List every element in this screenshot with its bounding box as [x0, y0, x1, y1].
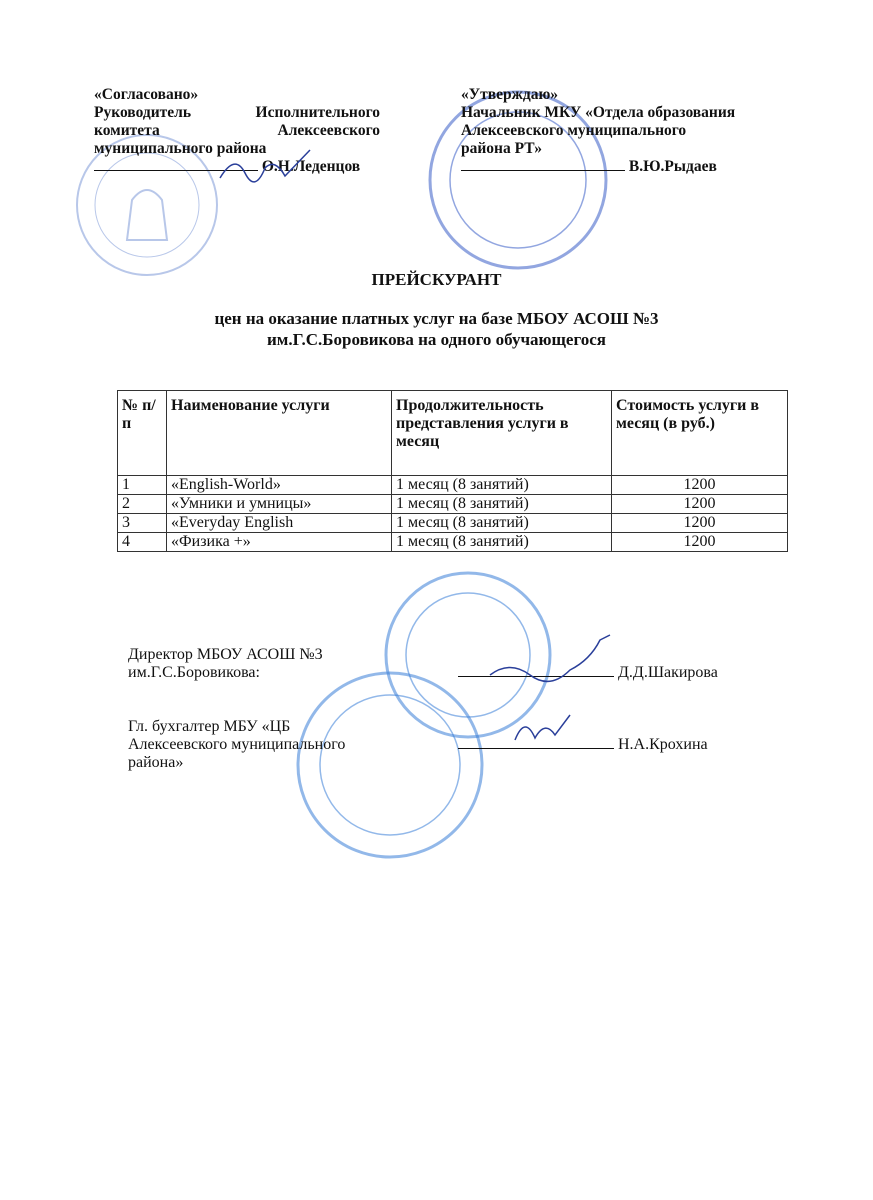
document-title: ПРЕЙСКУРАНТ — [371, 270, 502, 289]
signature-line — [461, 170, 625, 171]
approval-left-signer: О.Н.Леденцов — [261, 158, 361, 175]
document-subtitle-1: цен на оказание платных услуг на базе МБОУ АСОШ №3 — [214, 309, 659, 328]
accountant-line2: Алексеевского муниципального — [128, 736, 346, 753]
table-row — [118, 514, 788, 533]
approval-left-line3: муниципального района — [94, 140, 267, 157]
price: 1200 — [612, 514, 788, 533]
header-number: № п/п — [118, 391, 167, 476]
director-line1: Директор МБОУ АСОШ №3 — [128, 646, 323, 663]
accountant-signature — [458, 736, 708, 754]
header-duration: Продолжительность представления услуги в месяц — [392, 391, 612, 476]
approval-right-block — [461, 86, 781, 176]
accountant-title — [128, 718, 345, 772]
service-name: «Everyday English — [167, 514, 392, 533]
handwritten-signature-icon — [510, 710, 580, 750]
approval-right-heading: «Утверждаю» — [461, 86, 559, 103]
approval-right-line2: Алексеевского муниципального — [461, 122, 687, 139]
table-row — [118, 495, 788, 514]
header-price: Стоимость услуги в месяц (в руб.) — [612, 391, 788, 476]
approval-left-line1-right: Исполнительного — [255, 104, 380, 121]
service-name: «English-World» — [167, 476, 392, 495]
director-line2: им.Г.С.Боровикова: — [128, 664, 260, 681]
duration: 1 месяц (8 занятий) — [392, 495, 612, 514]
row-number: 1 — [118, 476, 167, 495]
approval-right-signer: В.Ю.Рыдаев — [628, 158, 717, 175]
handwritten-signature-icon — [480, 630, 620, 690]
table-row — [118, 533, 788, 552]
duration: 1 месяц (8 занятий) — [392, 514, 612, 533]
price: 1200 — [612, 476, 788, 495]
document-subtitle-2: им.Г.С.Боровикова на одного обучающегося — [267, 330, 606, 349]
director-name: Д.Д.Шакирова — [618, 664, 718, 681]
price: 1200 — [612, 533, 788, 552]
accountant-name: Н.А.Крохина — [618, 736, 708, 753]
approval-left-line1-left: Руководитель — [94, 104, 192, 121]
approval-left-heading: «Согласовано» — [94, 86, 199, 103]
approval-right-line3: района РТ» — [461, 140, 542, 157]
approval-right-line1: Начальник МКУ «Отдела образования — [461, 104, 736, 121]
price: 1200 — [612, 495, 788, 514]
header-service-name: Наименование услуги — [167, 391, 392, 476]
accountant-line1: Гл. бухгалтер МБУ «ЦБ — [128, 718, 291, 735]
table-header-row — [118, 391, 788, 476]
price-table — [117, 390, 788, 552]
service-name: «Физика +» — [167, 533, 392, 552]
duration: 1 месяц (8 занятий) — [392, 476, 612, 495]
service-name: «Умники и умницы» — [167, 495, 392, 514]
accountant-line3: района» — [128, 754, 184, 771]
handwritten-signature-icon — [215, 148, 315, 188]
director-title — [128, 646, 323, 682]
table-row — [118, 476, 788, 495]
row-number: 4 — [118, 533, 167, 552]
approval-left-line2-right: Алексеевского — [277, 122, 380, 139]
row-number: 3 — [118, 514, 167, 533]
duration: 1 месяц (8 занятий) — [392, 533, 612, 552]
approval-left-line2-left: комитета — [94, 122, 160, 139]
row-number: 2 — [118, 495, 167, 514]
